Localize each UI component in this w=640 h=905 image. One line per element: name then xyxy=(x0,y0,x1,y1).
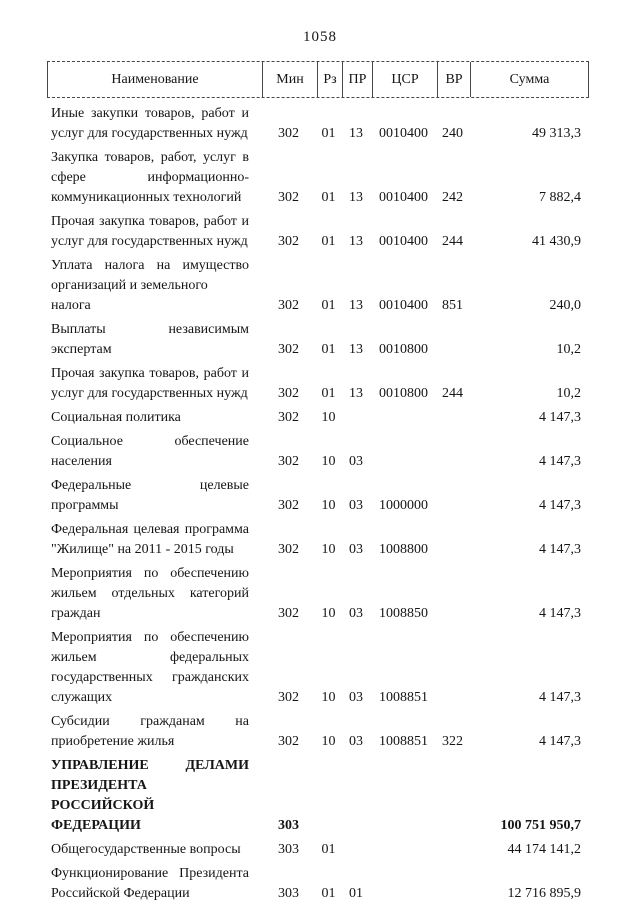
cell-min: 302 xyxy=(278,690,299,705)
column-header-vr: ВР xyxy=(437,62,470,97)
cell-vr: 244 xyxy=(442,234,463,249)
page-number: 1058 xyxy=(303,29,337,45)
cell-pr: 03 xyxy=(349,542,363,557)
cell-min: 302 xyxy=(278,498,299,513)
cell-sum: 10,2 xyxy=(556,386,581,401)
cell-rz: 01 xyxy=(321,298,336,313)
name-line: ФЕДЕРАЦИИ xyxy=(51,818,141,833)
name-line: организаций и земельного налога xyxy=(51,278,208,313)
cell-vr: 244 xyxy=(442,386,463,401)
table-row xyxy=(47,212,587,252)
cell-rz: 10 xyxy=(321,606,336,621)
cell-sum: 100 751 950,7 xyxy=(500,818,581,833)
cell-min: 302 xyxy=(278,606,299,621)
cell-sum: 7 882,4 xyxy=(539,190,581,205)
cell-rz: 10 xyxy=(321,454,336,469)
cell-sum: 4 147,3 xyxy=(539,542,581,557)
cell-name xyxy=(47,840,261,860)
name-line: Функционирование Президента xyxy=(51,866,249,881)
cell-rz: 01 xyxy=(321,126,336,141)
cell-sum: 44 174 141,2 xyxy=(507,842,581,857)
cell-min: 303 xyxy=(278,818,299,833)
table-row xyxy=(47,476,587,516)
cell-name xyxy=(47,712,261,752)
table-row xyxy=(47,564,587,624)
name-line: коммуникационных технологий xyxy=(51,190,242,205)
table-row xyxy=(47,628,587,708)
cell-min: 302 xyxy=(278,190,299,205)
table-row xyxy=(47,840,587,860)
cell-vr: 322 xyxy=(442,734,463,749)
cell-min: 302 xyxy=(278,410,299,425)
name-line: жильем отдельных категорий xyxy=(51,586,249,601)
name-line: ПРЕЗИДЕНТА РОССИЙСКОЙ xyxy=(51,778,155,813)
table-row xyxy=(47,408,587,428)
cell-min: 302 xyxy=(278,386,299,401)
cell-pr: 03 xyxy=(349,454,363,469)
cell-pr: 03 xyxy=(349,690,363,705)
cell-csr: 1008800 xyxy=(379,542,428,557)
column-header-csr: ЦСР xyxy=(372,62,437,97)
column-header-rz: Рз xyxy=(317,62,342,97)
name-line: Федеральные целевые xyxy=(51,478,249,493)
table-row xyxy=(47,520,587,560)
name-line: Уплата налога на имущество xyxy=(51,258,249,273)
name-line: служащих xyxy=(51,690,113,705)
name-line: услуг для государственных нужд xyxy=(51,386,248,401)
cell-csr: 0010400 xyxy=(379,126,428,141)
cell-sum: 240,0 xyxy=(549,298,581,313)
cell-pr: 01 xyxy=(349,886,363,901)
cell-name xyxy=(47,148,261,208)
cell-rz: 10 xyxy=(321,498,336,513)
table-row xyxy=(47,756,587,836)
cell-sum: 49 313,3 xyxy=(532,126,581,141)
name-line: сфере информационно- xyxy=(51,170,249,185)
cell-name xyxy=(47,520,261,560)
cell-rz: 01 xyxy=(321,886,336,901)
table-row xyxy=(47,364,587,404)
name-line: Мероприятия по обеспечению xyxy=(51,630,249,645)
cell-sum: 4 147,3 xyxy=(539,410,581,425)
cell-rz: 01 xyxy=(321,234,336,249)
cell-name xyxy=(47,256,261,316)
cell-rz: 01 xyxy=(321,386,336,401)
name-line: экспертам xyxy=(51,342,112,357)
name-line: Социальное обеспечение xyxy=(51,434,249,449)
cell-name xyxy=(47,320,261,360)
cell-csr: 0010800 xyxy=(379,342,428,357)
cell-sum: 12 716 895,9 xyxy=(507,886,581,901)
cell-rz: 10 xyxy=(321,542,336,557)
table-row xyxy=(47,712,587,752)
name-line: приобретение жилья xyxy=(51,734,175,749)
cell-name xyxy=(47,476,261,516)
cell-csr: 1008851 xyxy=(379,734,428,749)
name-line: Субсидии гражданам на xyxy=(51,714,249,729)
cell-sum: 4 147,3 xyxy=(539,498,581,513)
cell-pr: 13 xyxy=(349,234,363,249)
cell-pr: 13 xyxy=(349,190,363,205)
cell-vr: 242 xyxy=(442,190,463,205)
name-line: услуг для государственных нужд xyxy=(51,234,248,249)
cell-min: 302 xyxy=(278,126,299,141)
cell-csr: 1008850 xyxy=(379,606,428,621)
cell-sum: 41 430,9 xyxy=(532,234,581,249)
cell-rz: 01 xyxy=(321,342,336,357)
cell-name xyxy=(47,364,261,404)
cell-csr: 1000000 xyxy=(379,498,428,513)
column-header-pr: ПР xyxy=(342,62,372,97)
cell-vr: 851 xyxy=(442,298,463,313)
name-line: Федеральная целевая программа xyxy=(51,522,249,537)
cell-csr: 0010400 xyxy=(379,298,428,313)
name-line: населения xyxy=(51,454,112,469)
cell-rz: 10 xyxy=(321,410,336,425)
cell-min: 302 xyxy=(278,454,299,469)
cell-csr: 0010400 xyxy=(379,234,428,249)
table-header-row xyxy=(47,61,589,98)
table-row xyxy=(47,104,587,144)
name-line: программы xyxy=(51,498,119,513)
cell-name xyxy=(47,864,261,904)
cell-name xyxy=(47,756,261,836)
table-row xyxy=(47,432,587,472)
table-body xyxy=(47,104,587,904)
cell-pr: 03 xyxy=(349,606,363,621)
name-line: УПРАВЛЕНИЕ ДЕЛАМИ xyxy=(51,758,249,773)
name-line: граждан xyxy=(51,606,101,621)
cell-name xyxy=(47,408,261,428)
column-header-sum: Сумма xyxy=(470,62,588,97)
name-line: Закупка товаров, работ, услуг в xyxy=(51,150,249,165)
cell-sum: 4 147,3 xyxy=(539,606,581,621)
cell-name xyxy=(47,432,261,472)
cell-name xyxy=(47,212,261,252)
table-row xyxy=(47,256,587,316)
name-line: Общегосударственные вопросы xyxy=(51,842,241,857)
cell-csr: 1008851 xyxy=(379,690,428,705)
cell-min: 302 xyxy=(278,234,299,249)
column-header-min: Мин xyxy=(262,62,317,97)
cell-min: 302 xyxy=(278,734,299,749)
cell-rz: 01 xyxy=(321,842,336,857)
name-line: Прочая закупка товаров, работ и xyxy=(51,366,249,381)
column-header-name: Наименование xyxy=(111,71,199,87)
cell-rz: 10 xyxy=(321,690,336,705)
cell-sum: 4 147,3 xyxy=(539,734,581,749)
table-row xyxy=(47,320,587,360)
name-line: Мероприятия по обеспечению xyxy=(51,566,249,581)
budget-table xyxy=(47,61,589,905)
name-line: Социальная политика xyxy=(51,410,181,425)
name-line: Российской Федерации xyxy=(51,886,190,901)
cell-min: 302 xyxy=(278,298,299,313)
cell-min: 303 xyxy=(278,842,299,857)
cell-sum: 4 147,3 xyxy=(539,690,581,705)
cell-rz: 01 xyxy=(321,190,336,205)
cell-pr: 03 xyxy=(349,734,363,749)
cell-name xyxy=(47,564,261,624)
name-line: государственных гражданских xyxy=(51,670,249,685)
cell-pr: 03 xyxy=(349,498,363,513)
cell-pr: 13 xyxy=(349,386,363,401)
cell-pr: 13 xyxy=(349,298,363,313)
name-line: Прочая закупка товаров, работ и xyxy=(51,214,249,229)
cell-csr: 0010400 xyxy=(379,190,428,205)
table-row xyxy=(47,864,587,904)
table-row xyxy=(47,148,587,208)
cell-rz: 10 xyxy=(321,734,336,749)
cell-pr: 13 xyxy=(349,126,363,141)
cell-csr: 0010800 xyxy=(379,386,428,401)
name-line: "Жилище" на 2011 - 2015 годы xyxy=(51,542,234,557)
name-line: жильем федеральных xyxy=(51,650,249,665)
name-line: Иные закупки товаров, работ и xyxy=(51,106,249,121)
cell-min: 302 xyxy=(278,542,299,557)
cell-name xyxy=(47,628,261,708)
cell-sum: 10,2 xyxy=(556,342,581,357)
cell-sum: 4 147,3 xyxy=(539,454,581,469)
cell-pr: 13 xyxy=(349,342,363,357)
name-line: услуг для государственных нужд xyxy=(51,126,248,141)
name-line: Выплаты независимым xyxy=(51,322,249,337)
cell-min: 303 xyxy=(278,886,299,901)
cell-name xyxy=(47,104,261,144)
cell-vr: 240 xyxy=(442,126,463,141)
cell-min: 302 xyxy=(278,342,299,357)
